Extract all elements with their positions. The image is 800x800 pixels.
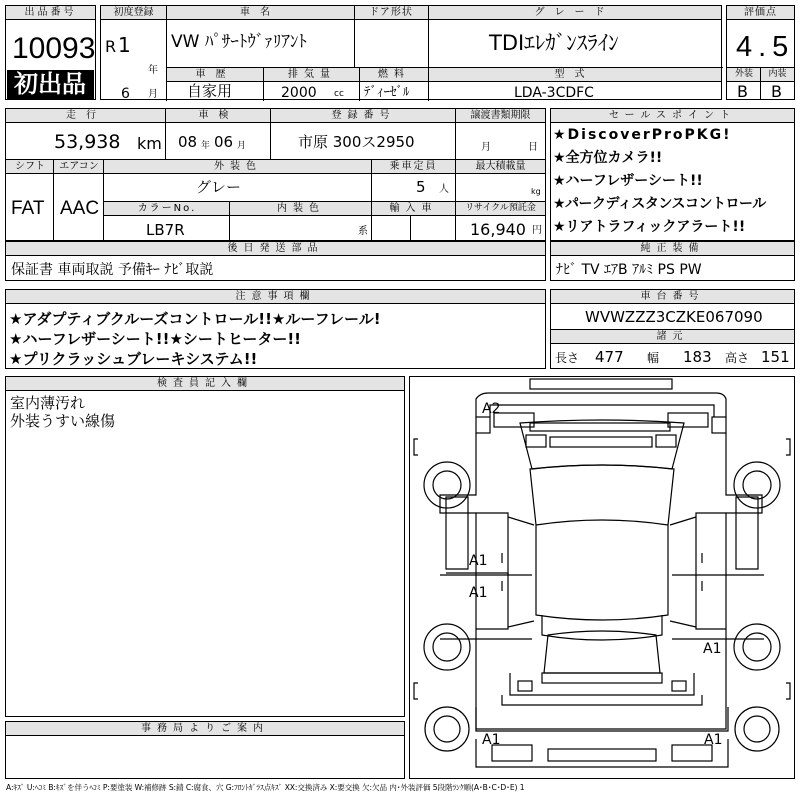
max-load-unit: kg	[531, 187, 541, 196]
import-label: 輸入車	[372, 202, 455, 216]
sales-point-item: ★リアトラフィックアラート!!	[553, 219, 746, 235]
chassis-value: WVWZZZ3CZKE067090	[585, 308, 763, 326]
displacement-value: 2000	[281, 85, 317, 101]
registration-label: 登録番号	[271, 109, 456, 123]
notes-line: ★アダプティブクルーズコントロール!!★ルーフレール!	[9, 310, 381, 328]
transfer-deadline-label: 譲渡書類期限	[456, 109, 545, 123]
sales-point-item: ★ハーフレザーシート!!	[553, 173, 703, 189]
first-reg-year: 1	[118, 33, 131, 57]
capacity-unit: 人	[439, 184, 449, 195]
car-name: VW ﾊﾟｻｰﾄｳﾞｧﾘｱﾝﾄ	[171, 32, 307, 52]
inspector-line: 室内薄汚れ	[10, 394, 86, 412]
inspector-box	[5, 376, 405, 717]
score-label: 評価点	[727, 6, 794, 20]
specs-grid	[5, 108, 546, 241]
aircon-value: AAC	[60, 198, 100, 219]
damage-mark-left-rear-door: A1	[469, 585, 488, 601]
length-value: 477	[595, 348, 624, 366]
inspection-label: 車検	[166, 109, 271, 123]
model-value: LDA-3CDFC	[514, 85, 594, 101]
first-reg-label: 初度登録	[101, 6, 166, 20]
dimensions-label: 諸元	[551, 330, 794, 344]
lot-number-box	[5, 5, 96, 100]
int-score-value: B	[771, 82, 782, 101]
height-value: 151	[761, 348, 790, 366]
recycle-label: リサイクル預託金	[456, 202, 545, 216]
history-value: 自家用	[187, 82, 233, 100]
width-label: 幅	[647, 351, 660, 365]
inspection-year-unit: 年	[201, 141, 211, 151]
chassis-label: 車台番号	[551, 290, 794, 304]
header-main-box	[100, 5, 722, 100]
sales-point-item: ★DiscoverProPKG!	[553, 127, 732, 143]
notes-box	[5, 289, 546, 369]
shift-value: FAT	[11, 198, 45, 219]
ext-color-value: グレー	[196, 178, 242, 196]
notes-line: ★ハーフレザーシート!!★シートヒーター!!	[9, 330, 302, 348]
max-load-label: 最大積載量	[456, 160, 545, 174]
car-name-label: 車名	[166, 6, 354, 20]
door-label: ドア形状	[354, 6, 428, 20]
car-diagram-box	[409, 376, 795, 779]
sales-points-label: セールスポイント	[551, 109, 794, 123]
grade-value: TDIｴﾚｶﾞﾝｽﾗｲﾝ	[489, 31, 619, 55]
transfer-day-unit: 日	[528, 142, 538, 153]
ext-color-label: 外装色	[104, 160, 372, 174]
fuel-label: 燃料	[360, 68, 428, 82]
score-value: 4.5	[736, 31, 795, 63]
inspector-label: 検査員記入欄	[6, 377, 404, 391]
first-reg-month-unit: 月	[148, 89, 158, 100]
first-reg-era: R	[105, 37, 117, 56]
damage-mark-left-front-door: A1	[469, 553, 488, 569]
registration-value: 市原 300ス2950	[298, 133, 415, 151]
first-listing-label: 初出品	[14, 70, 86, 98]
mileage-unit: km	[137, 134, 162, 153]
inspection-month: 06	[214, 133, 234, 151]
equipment-value: ﾅﾋﾞ TV ｴｱB ｱﾙﾐ PS PW	[556, 262, 702, 278]
first-reg-year-unit: 年	[148, 65, 158, 76]
aircon-label: エアコン	[54, 160, 104, 174]
recycle-unit: 円	[532, 225, 542, 236]
model-label: 型式	[428, 68, 721, 82]
width-value: 183	[683, 348, 712, 366]
height-label: 高さ	[725, 351, 750, 365]
ext-score-label: 外装	[727, 68, 761, 82]
int-score-label: 内装	[761, 68, 794, 82]
inspector-line: 外装うすい線傷	[10, 412, 116, 430]
equipment-label: 純正装備	[551, 242, 794, 256]
inspection-month-unit: 月	[237, 141, 247, 151]
sales-point-item: ★パークディスタンスコントロール	[553, 196, 766, 212]
ext-score-value: B	[737, 82, 748, 101]
score-box	[726, 5, 795, 100]
notes-line: ★プリクラッシュブレーキシステム!!	[9, 350, 258, 368]
office-box	[5, 721, 405, 779]
chassis-box	[550, 289, 795, 369]
transfer-month-unit: 月	[481, 142, 491, 153]
lot-number: 10093	[12, 32, 96, 65]
history-label: 車歴	[167, 68, 264, 82]
grade-label: グレード	[428, 6, 721, 20]
first-reg-month: 6	[121, 86, 130, 102]
inspection-year: 08	[178, 133, 198, 151]
fuel-value: ﾃﾞｨｰｾﾞﾙ	[364, 85, 410, 100]
damage-mark-right-rear-fender: A1	[703, 641, 722, 657]
color-no-label: カラーNo.	[104, 202, 230, 216]
color-no-value: LB7R	[146, 221, 185, 239]
later-parts-label: 後日発送部品	[6, 242, 545, 256]
shift-label: シフト	[6, 160, 54, 174]
later-parts-box	[5, 241, 546, 281]
mileage-label: 走行	[6, 109, 166, 123]
later-parts-value: 保証書 車両取説 予備ｷｰ ﾅﾋﾞ取説	[11, 262, 214, 278]
notes-label: 注意事項欄	[6, 290, 545, 304]
car-diagram	[410, 377, 794, 778]
recycle-value: 16,940	[470, 220, 526, 239]
capacity-value: 5	[416, 178, 426, 196]
mileage-value: 53,938	[54, 131, 121, 153]
damage-mark-front: A2	[482, 401, 501, 417]
capacity-label: 乗車定員	[372, 160, 455, 174]
legend: A:ｷｽﾞ U:ﾍｺﾐ B:ｷｽﾞを伴うﾍｺﾐ P:要塗装 W:補修跡 S:錆 C:腐食、穴 G:ﾌﾛﾝﾄｶﾞﾗｽ点ｷｽﾞ XX:交換済み X:要交換 欠:欠品 内･外装評価 5段階ﾗﾝｸ順(A･B･C･D･E) 1	[6, 783, 525, 792]
int-color-unit: 系	[358, 226, 368, 237]
sales-points-box	[550, 108, 795, 241]
lot-number-label: 出品番号	[6, 6, 95, 20]
office-label: 事務局よりご案内	[6, 722, 404, 736]
damage-mark-rear-left: A1	[482, 732, 501, 748]
equipment-box	[550, 241, 795, 281]
sales-point-item: ★全方位カメラ!!	[553, 150, 663, 166]
damage-mark-rear-right: A1	[704, 732, 723, 748]
int-color-label: 内装色	[230, 202, 372, 216]
displacement-unit: cc	[334, 89, 344, 99]
displacement-label: 排気量	[264, 68, 360, 82]
length-label: 長さ	[555, 351, 580, 365]
